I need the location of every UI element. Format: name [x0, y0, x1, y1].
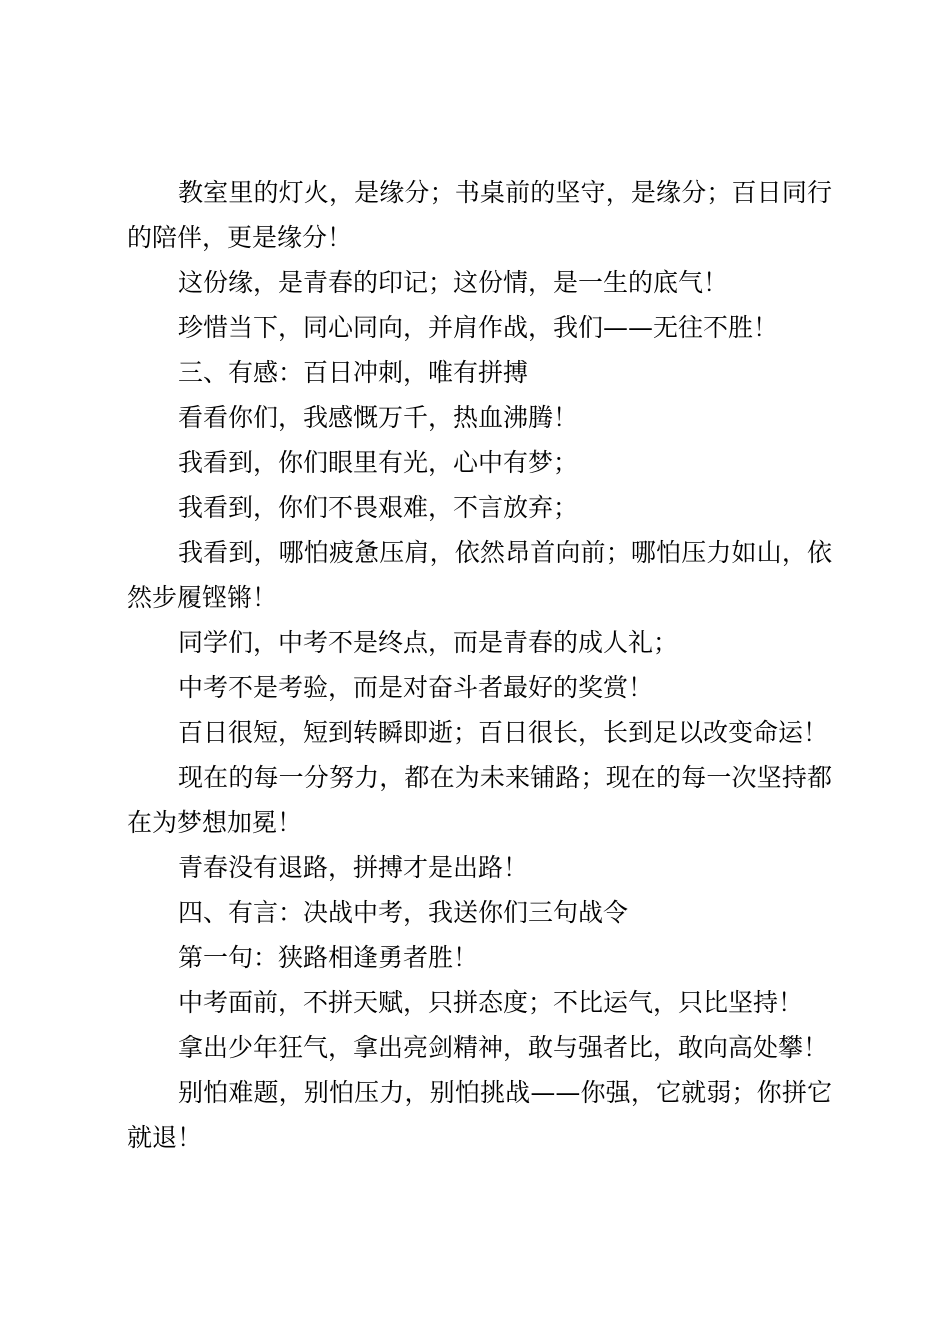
paragraph: 青春没有退路，拼搏才是出路！	[178, 853, 529, 882]
paragraph: 珍惜当下，同心同向，并肩作战，我们——无往不胜！	[178, 313, 779, 342]
document-body	[127, 170, 832, 1160]
section-heading: 三、有感：百日冲刺，唯有拼搏	[178, 358, 529, 387]
paragraph: 这份缘，是青春的印记；这份情，是一生的底气！	[178, 268, 729, 297]
paragraph: 中考不是考验，而是对奋斗者最好的奖赏！	[178, 673, 654, 702]
paragraph: 拿出少年狂气，拿出亮剑精神，敢与强者比，敢向高处攀！	[178, 1033, 829, 1062]
paragraph: 中考面前，不拼天赋，只拼态度；不比运气，只比坚持！	[178, 988, 804, 1017]
paragraph: 我看到，你们眼里有光，心中有梦；	[178, 448, 579, 477]
section-heading: 四、有言：决战中考，我送你们三句战令	[178, 898, 629, 927]
paragraph: 第一句：狭路相逢勇者胜！	[178, 943, 479, 972]
paragraph: 别怕难题，别怕压力，别怕挑战——你强，它就弱；你拼它就退！	[127, 1078, 832, 1152]
paragraph: 我看到，你们不畏艰难，不言放弃；	[178, 493, 579, 522]
paragraph: 教室里的灯火，是缘分；书桌前的坚守，是缘分；百日同行的陪伴，更是缘分！	[127, 178, 832, 252]
paragraph: 我看到，哪怕疲惫压肩，依然昂首向前；哪怕压力如山，依然步履铿锵！	[127, 538, 832, 612]
paragraph: 看看你们，我感慨万千，热血沸腾！	[178, 403, 579, 432]
paragraph: 同学们，中考不是终点，而是青春的成人礼；	[178, 628, 679, 657]
paragraph: 百日很短，短到转瞬即逝；百日很长，长到足以改变命运！	[178, 718, 829, 747]
paragraph: 现在的每一分努力，都在为未来铺路；现在的每一次坚持都在为梦想加冕！	[127, 763, 832, 837]
